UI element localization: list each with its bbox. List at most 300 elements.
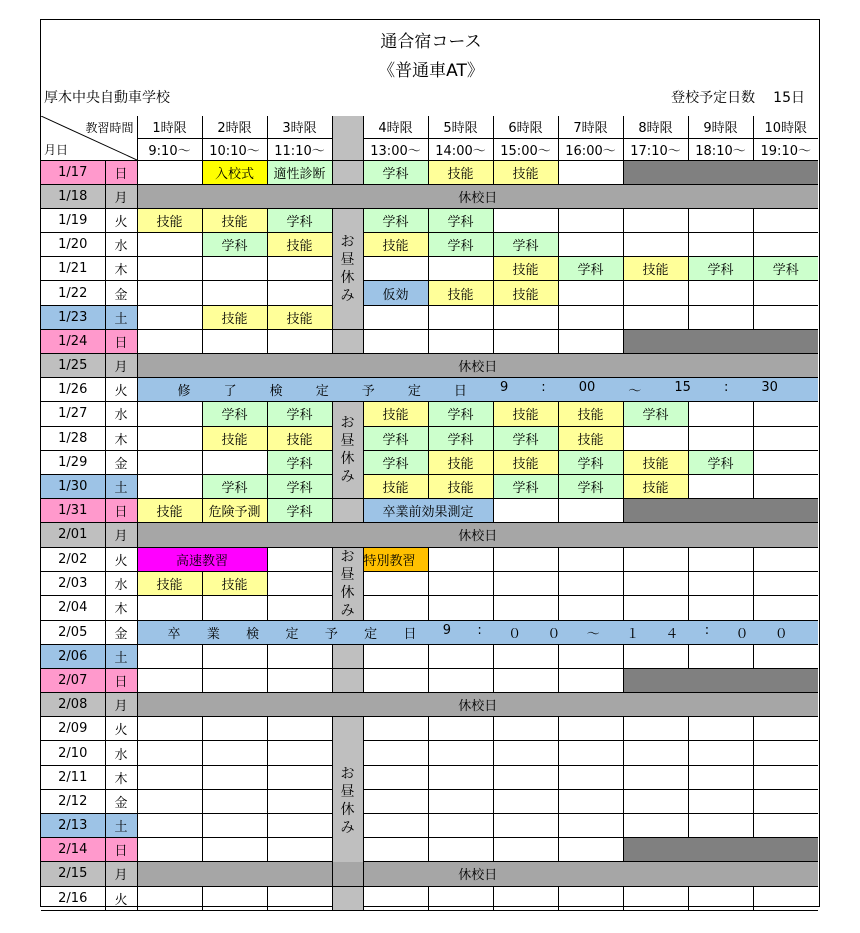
lesson-cell: 学科: [688, 450, 753, 474]
lesson-cell: 仮効: [363, 281, 428, 305]
schedule-sheet: [40, 19, 820, 907]
period-header: 4時限: [363, 116, 428, 138]
lesson-cell: [428, 305, 493, 329]
row-date: 1/28: [41, 426, 105, 450]
lesson-cell: [202, 596, 267, 620]
lesson-cell: 技能: [623, 257, 688, 281]
lesson-cell: [363, 717, 428, 741]
lesson-cell: [558, 789, 623, 813]
lesson-cell: [753, 789, 818, 813]
closed-day-banner: 休校日: [137, 862, 818, 886]
lesson-cell: 適性診断: [267, 160, 332, 184]
lesson-cell: [137, 402, 202, 426]
lunch-char: 昼: [340, 251, 355, 268]
lunch-break-label: [332, 717, 363, 886]
lesson-cell: 学科: [688, 257, 753, 281]
row-dow: 火: [105, 717, 137, 741]
lesson-cell: [688, 426, 753, 450]
lesson-cell: [688, 741, 753, 765]
row-dow: 月: [105, 523, 137, 547]
lesson-cell: [558, 329, 623, 353]
lesson-cell: 技能: [493, 402, 558, 426]
lesson-cell: [623, 426, 688, 450]
school-name: 厚木中央自動車学校: [44, 90, 170, 106]
lesson-cell: [267, 257, 332, 281]
lesson-cell: [267, 717, 332, 741]
row-dow: 月: [105, 862, 137, 886]
banner-char: 修: [177, 384, 191, 400]
row-dow: 土: [105, 644, 137, 668]
lunch-cell: [332, 329, 363, 353]
lesson-cell: [623, 571, 688, 595]
row-date: 1/30: [41, 474, 105, 498]
lesson-cell: [623, 717, 688, 741]
lesson-cell: [753, 474, 818, 498]
lesson-cell: 技能: [267, 426, 332, 450]
lunch-break-label: [332, 547, 363, 620]
lesson-cell: [202, 789, 267, 813]
unavailable-cell: [623, 160, 818, 184]
lesson-cell: [363, 596, 428, 620]
banner-char: ０: [774, 626, 788, 642]
row-date: 1/24: [41, 329, 105, 353]
row-date: 1/19: [41, 208, 105, 232]
lesson-cell: [753, 814, 818, 838]
lesson-cell: 学科: [493, 474, 558, 498]
lesson-cell: [137, 257, 202, 281]
lesson-cell: [267, 329, 332, 353]
row-dow: 土: [105, 814, 137, 838]
banner-char: 検: [246, 626, 260, 642]
row-date: 2/02: [41, 547, 105, 571]
banner-char: 30: [761, 380, 778, 396]
banner-char: 検: [269, 384, 283, 400]
lesson-cell: [363, 305, 428, 329]
lesson-cell: [753, 741, 818, 765]
banner-char: 定: [315, 384, 329, 400]
lesson-cell: 技能: [202, 426, 267, 450]
period-header: 7時限: [558, 116, 623, 138]
lesson-cell: 学科: [202, 402, 267, 426]
lesson-cell: [623, 547, 688, 571]
row-date: 1/29: [41, 450, 105, 474]
lesson-cell: [137, 814, 202, 838]
lesson-cell: [428, 644, 493, 668]
lesson-cell: 学科: [363, 208, 428, 232]
lesson-cell: [753, 450, 818, 474]
lesson-cell: 技能: [558, 426, 623, 450]
lesson-cell: [558, 571, 623, 595]
lunch-char: 昼: [340, 566, 355, 583]
lesson-cell: [623, 208, 688, 232]
row-dow: 日: [105, 668, 137, 692]
lunch-cell: [332, 644, 363, 668]
lesson-cell: [753, 717, 818, 741]
lesson-cell: [753, 402, 818, 426]
lesson-cell: [267, 644, 332, 668]
lesson-cell: [202, 886, 267, 910]
lesson-cell: [137, 450, 202, 474]
lesson-cell: [688, 208, 753, 232]
row-date: 1/22: [41, 281, 105, 305]
lunch-char: 休: [340, 802, 355, 819]
row-dow: 月: [105, 354, 137, 378]
lesson-cell: [688, 765, 753, 789]
lunch-cell: [332, 499, 363, 523]
period-header: 9時限: [688, 116, 753, 138]
row-date: 2/04: [41, 596, 105, 620]
lesson-cell: [428, 741, 493, 765]
lesson-cell: 技能: [363, 474, 428, 498]
lesson-cell: [137, 474, 202, 498]
row-date: 2/16: [41, 886, 105, 910]
banner-char: 定: [364, 626, 378, 642]
banner-char: 15: [674, 380, 691, 396]
lesson-cell: [558, 717, 623, 741]
row-date: 2/13: [41, 814, 105, 838]
lesson-cell: [137, 305, 202, 329]
lesson-cell: 技能: [137, 499, 202, 523]
row-date: 1/17: [41, 160, 105, 184]
lesson-cell: [558, 765, 623, 789]
row-dow: 火: [105, 378, 137, 402]
lesson-cell: [493, 499, 558, 523]
row-date: 2/01: [41, 523, 105, 547]
row-date: 2/06: [41, 644, 105, 668]
period-time: 19:10～: [753, 138, 818, 160]
banner-char: 日: [453, 384, 467, 400]
lesson-cell: [428, 547, 493, 571]
row-dow: 日: [105, 838, 137, 862]
lesson-cell: 学科: [493, 426, 558, 450]
lesson-cell: 学科: [267, 499, 332, 523]
lesson-cell: [688, 402, 753, 426]
lesson-cell: [363, 741, 428, 765]
row-dow: 月: [105, 693, 137, 717]
lesson-cell: [363, 789, 428, 813]
lesson-cell: 技能: [493, 160, 558, 184]
lesson-cell: [202, 257, 267, 281]
page-title: 通合宿コース: [380, 32, 482, 52]
lesson-cell: [202, 741, 267, 765]
lunch-char: み: [340, 820, 355, 837]
lesson-cell: [137, 233, 202, 257]
lesson-cell: [623, 741, 688, 765]
lesson-cell: 学科: [428, 426, 493, 450]
lesson-cell: [558, 499, 623, 523]
lesson-cell: [202, 838, 267, 862]
row-date: 2/07: [41, 668, 105, 692]
lesson-cell: [493, 814, 558, 838]
lesson-cell: [202, 281, 267, 305]
lesson-cell: [753, 571, 818, 595]
lunch-char: 休: [340, 584, 355, 601]
row-dow: 土: [105, 474, 137, 498]
lesson-cell: [267, 281, 332, 305]
lesson-cell: 技能: [493, 450, 558, 474]
lesson-cell: [428, 668, 493, 692]
lesson-cell: [493, 329, 558, 353]
lesson-cell: 技能: [428, 281, 493, 305]
row-date: 2/11: [41, 765, 105, 789]
lesson-cell: [558, 838, 623, 862]
row-dow: 木: [105, 596, 137, 620]
lesson-cell: [688, 474, 753, 498]
lesson-cell: [137, 329, 202, 353]
period-time: 9:10～: [137, 138, 202, 160]
closed-day-banner: 休校日: [137, 354, 818, 378]
lesson-cell: [428, 838, 493, 862]
completion-exam-banner: [137, 378, 818, 402]
lesson-cell: [137, 644, 202, 668]
unavailable-cell: [623, 838, 818, 862]
lesson-cell: [623, 789, 688, 813]
lesson-cell: 学科: [267, 208, 332, 232]
row-date: 1/20: [41, 233, 105, 257]
unavailable-cell: [623, 329, 818, 353]
lesson-cell: [267, 547, 332, 571]
lesson-cell: [623, 305, 688, 329]
lunch-char: 昼: [340, 433, 355, 450]
lesson-cell: [688, 547, 753, 571]
row-date: 2/03: [41, 571, 105, 595]
lesson-cell: [558, 233, 623, 257]
lesson-cell: 技能: [558, 402, 623, 426]
period-header: 3時限: [267, 116, 332, 138]
lunch-char: み: [340, 287, 355, 304]
lesson-cell: 技能: [428, 474, 493, 498]
lesson-cell: [493, 668, 558, 692]
period-header: 6時限: [493, 116, 558, 138]
period-header: 8時限: [623, 116, 688, 138]
row-dow: 水: [105, 571, 137, 595]
row-date: 1/25: [41, 354, 105, 378]
lesson-cell: [137, 668, 202, 692]
row-dow: 日: [105, 160, 137, 184]
banner-char: 9: [499, 380, 509, 396]
corner-label-date: 月日: [44, 142, 69, 157]
lesson-cell: [623, 814, 688, 838]
lesson-cell: [753, 233, 818, 257]
lesson-cell: [688, 571, 753, 595]
lesson-cell: [623, 644, 688, 668]
row-date: 2/05: [41, 620, 105, 644]
lesson-cell: 学科: [753, 257, 818, 281]
lunch-cell: [332, 886, 363, 910]
lesson-cell: 学科: [428, 402, 493, 426]
banner-char: １: [626, 626, 640, 642]
lesson-cell: 学科: [558, 257, 623, 281]
lesson-cell: 技能: [202, 571, 267, 595]
row-date: 1/31: [41, 499, 105, 523]
row-dow: 火: [105, 886, 137, 910]
lesson-cell: [428, 257, 493, 281]
lesson-cell: [623, 281, 688, 305]
lesson-cell: [688, 789, 753, 813]
lesson-cell: [493, 305, 558, 329]
lesson-cell: [428, 765, 493, 789]
lesson-cell: 学科: [623, 402, 688, 426]
attendance-days: [671, 87, 805, 107]
lesson-cell: 学科: [558, 450, 623, 474]
row-dow: 火: [105, 547, 137, 571]
row-date: 1/23: [41, 305, 105, 329]
lesson-cell: [558, 814, 623, 838]
lesson-cell: [267, 838, 332, 862]
lesson-cell: [428, 814, 493, 838]
row-dow: 木: [105, 426, 137, 450]
period-time: 10:10～: [202, 138, 267, 160]
banner-char: 業: [206, 626, 220, 642]
banner-char: 9: [442, 622, 452, 638]
row-dow: 木: [105, 257, 137, 281]
lesson-cell: 技能: [623, 450, 688, 474]
lesson-cell: [267, 765, 332, 789]
lesson-cell: [753, 281, 818, 305]
lesson-cell: [267, 571, 332, 595]
lesson-cell: 技能: [623, 474, 688, 498]
row-dow: 水: [105, 402, 137, 426]
lesson-cell: [202, 329, 267, 353]
lesson-cell: [688, 305, 753, 329]
lesson-cell: [267, 814, 332, 838]
lesson-cell: [688, 233, 753, 257]
lunch-break-label: [332, 208, 363, 329]
lunch-cell: [332, 668, 363, 692]
banner-char: 予: [361, 384, 375, 400]
lesson-cell: [558, 668, 623, 692]
row-date: 2/15: [41, 862, 105, 886]
lesson-cell: [493, 208, 558, 232]
row-date: 2/08: [41, 693, 105, 717]
lesson-cell: [137, 160, 202, 184]
lesson-cell: [267, 741, 332, 765]
period-time: 17:10～: [623, 138, 688, 160]
lesson-cell: [363, 886, 428, 910]
lesson-cell: 学科: [202, 233, 267, 257]
row-dow: 金: [105, 450, 137, 474]
lesson-cell: [137, 838, 202, 862]
lesson-cell: [623, 886, 688, 910]
lesson-cell: [753, 426, 818, 450]
row-date: 1/21: [41, 257, 105, 281]
lesson-cell: 学科: [428, 208, 493, 232]
row-dow: 火: [105, 208, 137, 232]
lesson-cell: [428, 571, 493, 595]
banner-char: ０: [508, 626, 522, 642]
lesson-cell: [753, 644, 818, 668]
lesson-cell: 技能: [202, 305, 267, 329]
corner-label-time: 教習時間: [85, 121, 134, 135]
lesson-cell: 学科: [267, 402, 332, 426]
lesson-cell: [363, 765, 428, 789]
row-dow: 木: [105, 765, 137, 789]
highway-lesson: 高速教習: [137, 547, 267, 571]
lesson-cell: 技能: [267, 233, 332, 257]
page-subtitle: 《普通車AT》: [378, 61, 484, 81]
lesson-cell: 技能: [493, 281, 558, 305]
unavailable-cell: [623, 668, 818, 692]
lesson-cell: [137, 281, 202, 305]
banner-char: ～: [628, 384, 642, 400]
unavailable-cell: [623, 499, 818, 523]
row-date: 2/09: [41, 717, 105, 741]
period-time: 16:00～: [558, 138, 623, 160]
lesson-cell: [753, 208, 818, 232]
lesson-cell: 危険予測: [202, 499, 267, 523]
banner-char: ０: [547, 626, 561, 642]
lesson-cell: [688, 644, 753, 668]
banner-char: ～: [586, 626, 600, 642]
lesson-cell: [558, 208, 623, 232]
lesson-cell: 技能: [428, 160, 493, 184]
lesson-cell: [493, 741, 558, 765]
lesson-cell: 技能: [267, 305, 332, 329]
lunch-header: [332, 116, 363, 160]
lesson-cell: [688, 717, 753, 741]
period-time: 11:10～: [267, 138, 332, 160]
lesson-cell: 学科: [558, 474, 623, 498]
banner-char: 予: [324, 626, 338, 642]
lesson-cell: [267, 886, 332, 910]
pre-graduation-test: 卒業前効果測定: [363, 499, 493, 523]
lesson-cell: [493, 789, 558, 813]
lunch-char: 昼: [340, 784, 355, 801]
lesson-cell: [688, 814, 753, 838]
lunch-char: お: [340, 233, 355, 250]
lesson-cell: [202, 765, 267, 789]
lesson-cell: [137, 596, 202, 620]
lesson-cell: [558, 281, 623, 305]
lesson-cell: 学科: [267, 450, 332, 474]
banner-char: :: [704, 622, 710, 638]
row-dow: 日: [105, 329, 137, 353]
period-header: 2時限: [202, 116, 267, 138]
row-dow: 水: [105, 233, 137, 257]
lesson-cell: 技能: [363, 233, 428, 257]
lesson-cell: [493, 644, 558, 668]
banner-char: 定: [407, 384, 421, 400]
attendance-days-value: 15日: [773, 90, 805, 106]
special-lesson: 特別教習: [363, 547, 428, 571]
lesson-cell: 技能: [137, 208, 202, 232]
lesson-cell: [493, 717, 558, 741]
row-dow: 金: [105, 620, 137, 644]
period-time: 18:10～: [688, 138, 753, 160]
lesson-cell: 学科: [363, 160, 428, 184]
lesson-cell: [428, 329, 493, 353]
banner-char: :: [723, 380, 729, 396]
lesson-cell: [137, 886, 202, 910]
banner-char: ４: [665, 626, 679, 642]
lunch-char: 休: [340, 451, 355, 468]
period-header: 10時限: [753, 116, 818, 138]
lesson-cell: [267, 596, 332, 620]
row-dow: 日: [105, 499, 137, 523]
lesson-cell: [623, 233, 688, 257]
lesson-cell: [558, 741, 623, 765]
lesson-cell: [753, 596, 818, 620]
lesson-cell: [428, 886, 493, 910]
lesson-cell: [137, 426, 202, 450]
row-dow: 金: [105, 789, 137, 813]
lunch-char: お: [340, 766, 355, 783]
row-date: 2/10: [41, 741, 105, 765]
schedule-table: [41, 116, 818, 911]
lesson-cell: [202, 450, 267, 474]
row-dow: 月: [105, 184, 137, 208]
lesson-cell: [137, 789, 202, 813]
